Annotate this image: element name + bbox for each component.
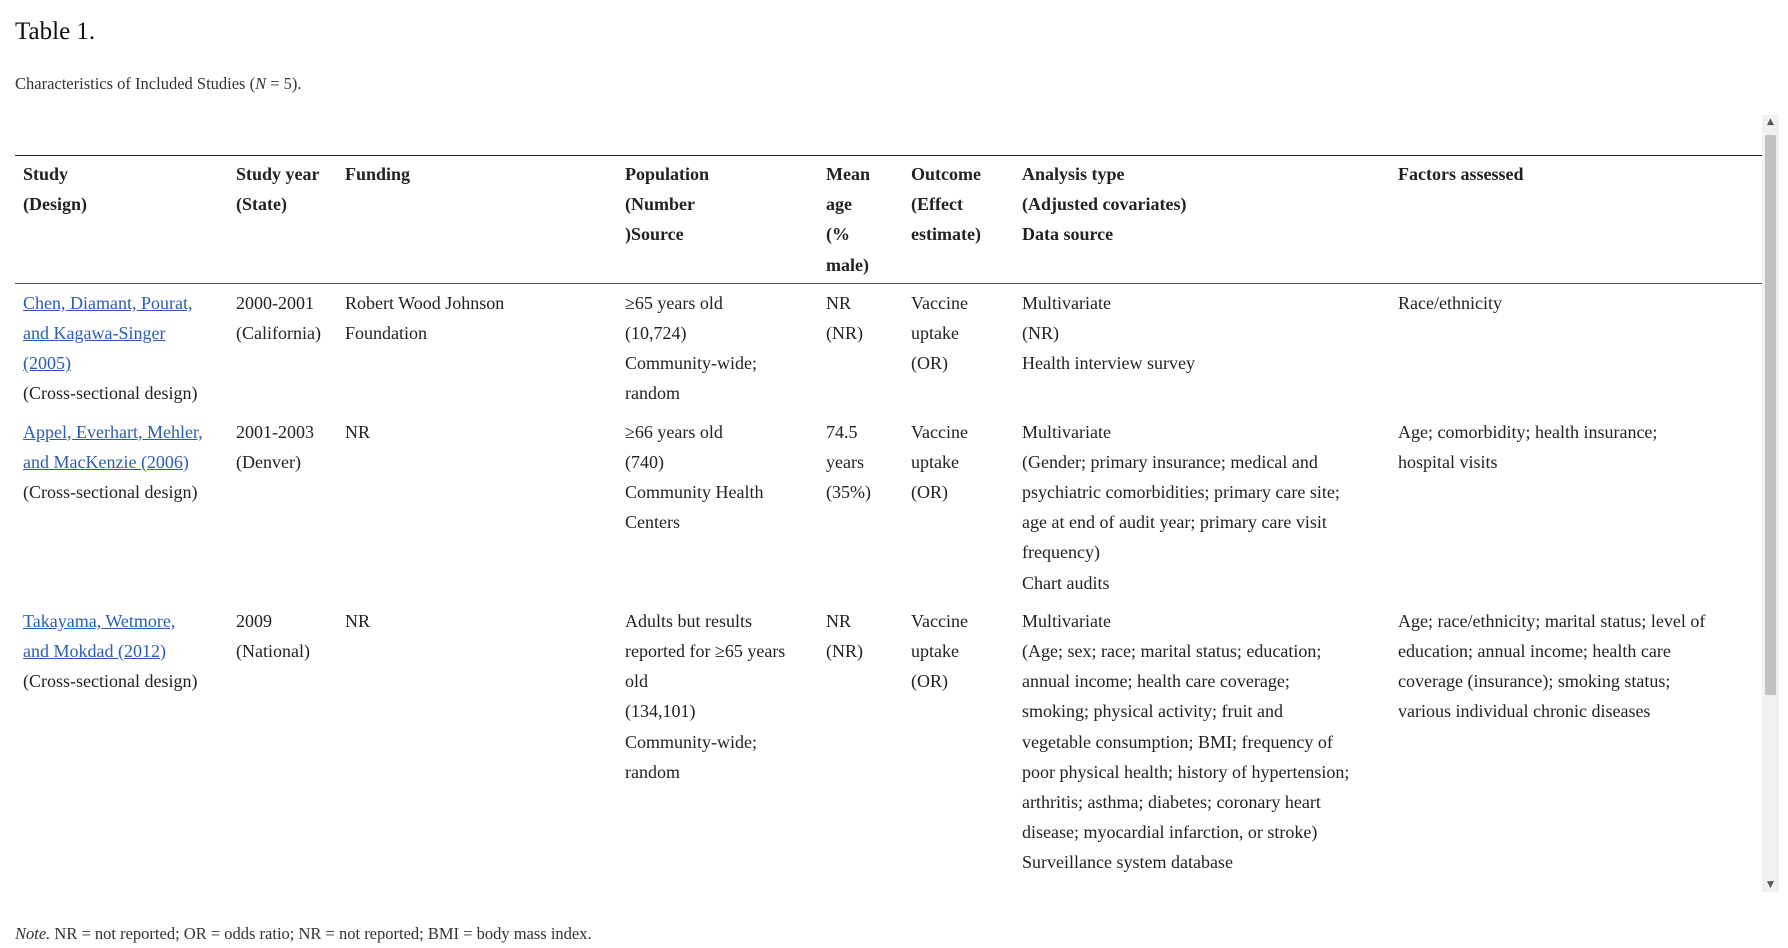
studies-table (15, 155, 1762, 882)
header-line: )Source (625, 224, 684, 245)
cell-line: Vaccine (911, 610, 968, 631)
cell-population (617, 413, 818, 602)
study-citation-line[interactable]: Chen, Diamant, Pourat, (23, 292, 193, 313)
study-citation-line[interactable]: (2005) (23, 353, 71, 374)
study-design: (Cross-sectional design) (23, 482, 198, 503)
cell-line: (35%) (826, 482, 871, 503)
cell-line: Age; comorbidity; health insurance; (1398, 421, 1658, 442)
cell-outcome (903, 413, 1014, 602)
header-mean-age (818, 156, 903, 284)
cell-funding (337, 283, 617, 412)
cell-study-year (228, 413, 337, 602)
cell-line: 2009 (236, 610, 272, 631)
cell-factors-assessed (1390, 283, 1762, 412)
study-citation-line[interactable]: and Kagawa-Singer (23, 323, 166, 344)
header-line: Population (625, 164, 710, 184)
cell-line: (740) (625, 451, 664, 472)
cell-line: Foundation (345, 323, 428, 344)
header-study (15, 156, 228, 284)
cell-mean-age (818, 602, 903, 882)
cell-analysis-type (1014, 283, 1390, 412)
table-row (15, 602, 1762, 882)
cell-factors-assessed (1390, 413, 1762, 602)
table-row (15, 283, 1762, 412)
header-analysis-type (1014, 156, 1390, 284)
cell-line: coverage (insurance); smoking status; (1398, 671, 1671, 692)
header-line: (Effect (911, 194, 963, 215)
cell-line: Health interview survey (1022, 353, 1195, 374)
header-line: Study year (236, 164, 320, 184)
cell-line: 74.5 (826, 421, 858, 442)
caption-n-symbol: N (255, 74, 267, 93)
cell-line: Multivariate (1022, 421, 1111, 442)
cell-line: smoking; physical activity; fruit and (1022, 701, 1283, 722)
cell-line: Age; race/ethnicity; marital status; level of (1398, 610, 1706, 631)
cell-line: (California) (236, 323, 321, 344)
cell-line: NR (826, 610, 852, 631)
table-note (15, 924, 592, 944)
cell-line: age at end of audit year; primary care visit (1022, 512, 1327, 533)
cell-line: (10,724) (625, 323, 687, 344)
header-outcome (903, 156, 1014, 284)
cell-line: ≥65 years old (625, 292, 723, 313)
cell-line: (National) (236, 641, 310, 662)
cell-mean-age (818, 413, 903, 602)
cell-line: (OR) (911, 353, 948, 374)
cell-line: Community Health (625, 482, 764, 503)
scrollbar-thumb[interactable] (1765, 135, 1776, 695)
table-body (15, 283, 1762, 881)
cell-line: ≥66 years old (625, 421, 723, 442)
cell-line: (NR) (826, 641, 863, 662)
study-citation-link[interactable] (23, 606, 220, 666)
header-factors-assessed (1390, 156, 1762, 284)
note-label: Note. (15, 924, 51, 943)
cell-line: 2000-2001 (236, 292, 314, 313)
cell-study (15, 283, 228, 412)
header-line: (Design) (23, 194, 87, 215)
header-row (15, 156, 1762, 284)
cell-line: poor physical health; history of hypertension; (1022, 761, 1350, 782)
header-line: (% (826, 224, 850, 245)
cell-mean-age (818, 283, 903, 412)
header-line: Data source (1022, 224, 1114, 245)
cell-line: Chart audits (1022, 572, 1110, 593)
cell-line: arthritis; asthma; diabetes; coronary heart (1022, 792, 1321, 813)
study-citation-line[interactable]: Appel, Everhart, Mehler, (23, 421, 203, 442)
header-line: Outcome (911, 164, 981, 184)
table-row (15, 413, 1762, 602)
cell-line: NR (345, 610, 371, 631)
study-design: (Cross-sectional design) (23, 671, 198, 692)
cell-line: hospital visits (1398, 451, 1498, 472)
cell-line: (NR) (1022, 323, 1059, 344)
header-line: (Number (625, 194, 695, 215)
study-citation-line[interactable]: and MacKenzie (2006) (23, 451, 189, 472)
cell-line: random (625, 761, 680, 782)
cell-study-year (228, 602, 337, 882)
cell-outcome (903, 602, 1014, 882)
table-caption (15, 74, 302, 94)
cell-line: Vaccine (911, 421, 968, 442)
cell-line: Multivariate (1022, 610, 1111, 631)
cell-line: (NR) (826, 323, 863, 344)
table-wrapper (15, 155, 1762, 882)
cell-line: random (625, 383, 680, 404)
caption-suffix: = 5). (266, 74, 302, 93)
header-study-year (228, 156, 337, 284)
cell-study (15, 413, 228, 602)
cell-population (617, 602, 818, 882)
cell-study (15, 602, 228, 882)
study-citation-link[interactable] (23, 417, 220, 477)
header-funding (337, 156, 617, 284)
header-line: age (826, 194, 852, 215)
header-line: Study (23, 164, 69, 184)
cell-line: reported for ≥65 years (625, 641, 786, 662)
cell-line: uptake (911, 323, 959, 344)
note-text: NR = not reported; OR = odds ratio; NR = not reported; BMI = body mass index. (50, 924, 592, 943)
cell-line: Adults but results (625, 610, 753, 631)
cell-line: (134,101) (625, 701, 696, 722)
cell-line: vegetable consumption; BMI; frequency of (1022, 731, 1333, 752)
cell-line: years (826, 451, 864, 472)
cell-line: uptake (911, 451, 959, 472)
vertical-scrollbar[interactable] (1762, 115, 1779, 892)
cell-line: (OR) (911, 482, 948, 503)
cell-line: (Gender; primary insurance; medical and (1022, 451, 1318, 472)
cell-line: NR (826, 292, 852, 313)
cell-funding (337, 413, 617, 602)
header-line: (Adjusted covariates) (1022, 194, 1187, 215)
cell-factors-assessed (1390, 602, 1762, 882)
cell-line: Community-wide; (625, 731, 757, 752)
cell-study-year (228, 283, 337, 412)
scroll-down-icon[interactable]: ▼ (1767, 880, 1774, 890)
cell-line: (Denver) (236, 451, 301, 472)
header-population (617, 156, 818, 284)
study-design: (Cross-sectional design) (23, 383, 198, 404)
caption-prefix: Characteristics of Included Studies ( (15, 74, 256, 93)
cell-analysis-type (1014, 413, 1390, 602)
table-scroll-area[interactable] (15, 115, 1779, 892)
header-line: (State) (236, 194, 287, 215)
header-line: estimate) (911, 224, 981, 245)
cell-line: Race/ethnicity (1398, 292, 1502, 313)
cell-population (617, 283, 818, 412)
header-line: male) (826, 254, 869, 275)
cell-line: 2001-2003 (236, 421, 314, 442)
cell-line: Robert Wood Johnson (345, 292, 505, 313)
table-title: Table 1. (15, 18, 96, 45)
study-citation-line[interactable]: Takayama, Wetmore, (23, 610, 176, 631)
cell-line: Centers (625, 512, 680, 533)
cell-line: old (625, 671, 649, 692)
cell-line: Surveillance system database (1022, 852, 1233, 873)
scroll-up-icon[interactable]: ▲ (1767, 117, 1774, 127)
cell-line: Community-wide; (625, 353, 757, 374)
cell-line: various individual chronic diseases (1398, 701, 1651, 722)
study-citation-line[interactable]: and Mokdad (2012) (23, 641, 166, 662)
cell-line: Vaccine (911, 292, 968, 313)
cell-line: psychiatric comorbidities; primary care site; (1022, 482, 1340, 503)
study-citation-link[interactable] (23, 288, 220, 379)
cell-line: disease; myocardial infarction, or stroke) (1022, 822, 1318, 843)
cell-line: education; annual income; health care (1398, 641, 1671, 662)
cell-line: Multivariate (1022, 292, 1111, 313)
cell-funding (337, 602, 617, 882)
cell-line: frequency) (1022, 542, 1100, 563)
cell-analysis-type (1014, 602, 1390, 882)
cell-line: annual income; health care coverage; (1022, 671, 1290, 692)
cell-line: (Age; sex; race; marital status; education; (1022, 641, 1322, 662)
cell-line: NR (345, 421, 371, 442)
cell-line: uptake (911, 641, 959, 662)
header-line: Analysis type (1022, 164, 1125, 184)
header-line: Mean (826, 164, 870, 184)
header-line: Factors assessed (1398, 164, 1524, 184)
header-line: Funding (345, 164, 411, 184)
cell-line: (OR) (911, 671, 948, 692)
cell-outcome (903, 283, 1014, 412)
